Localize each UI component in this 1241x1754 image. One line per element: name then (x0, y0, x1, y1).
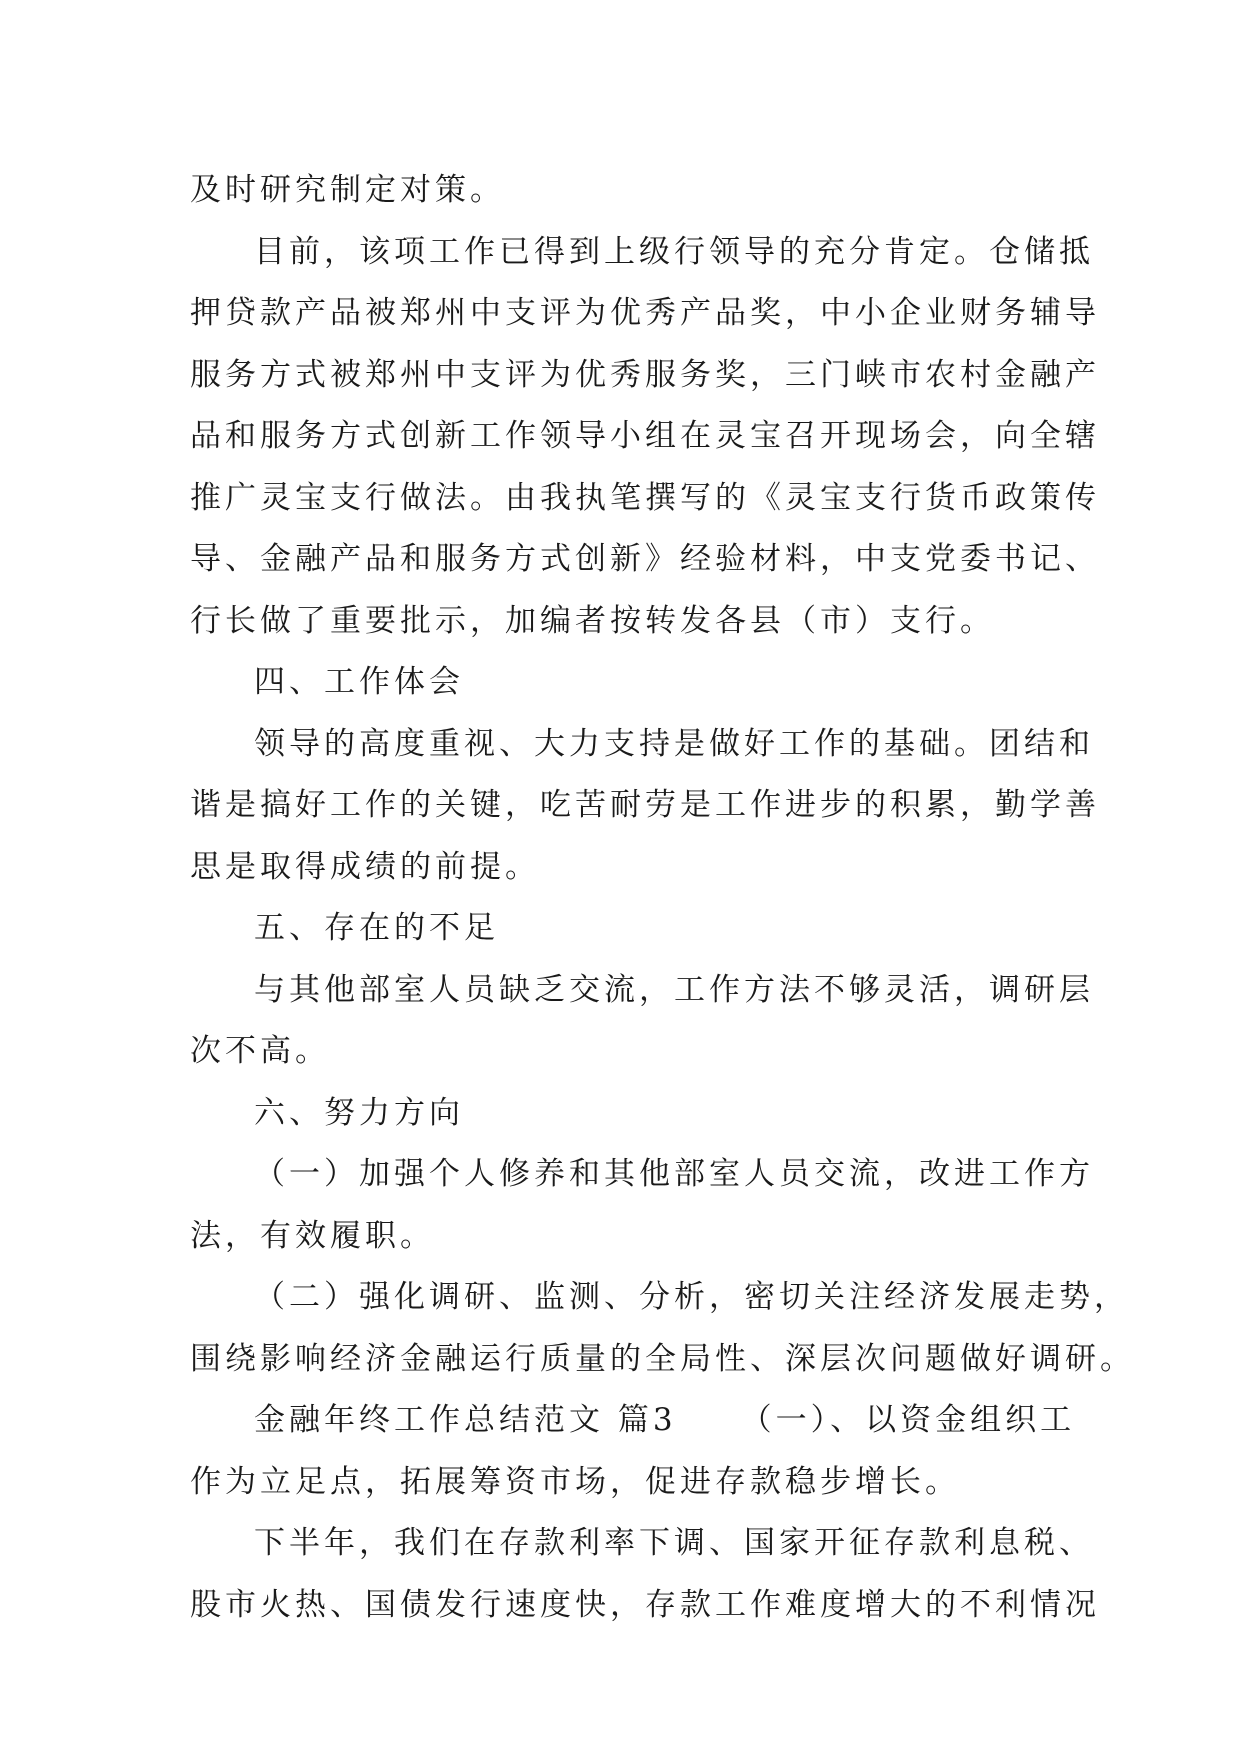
text-line: 品和服务方式创新工作领导小组在灵宝召开现场会，向全辖 (190, 418, 1100, 454)
subsection-heading-start: （一）、以资金组织工 (740, 1402, 1076, 1438)
paragraph-start-line: 与其他部室人员缺乏交流，工作方法不够灵活，调研层 (254, 971, 1094, 1008)
paragraph-start-line: 领导的高度重视、大力支持是做好工作的基础。团结和 (254, 725, 1094, 762)
paragraph-start-line: （一）加强个人修养和其他部室人员交流，改进工作方 (254, 1156, 1094, 1192)
text-line: 次不高。 (190, 1033, 330, 1069)
section-heading-5: 五、存在的不足 (254, 910, 499, 946)
section-heading-6: 六、努力方向 (254, 1094, 464, 1131)
paragraph-start-line: 下半年，我们在存款利率下调、国家开征存款利息税、 (254, 1525, 1094, 1561)
paragraph-start-line: 目前，该项工作已得到上级行领导的充分肯定。仓储抵 (254, 233, 1094, 270)
text-line: 法，有效履职。 (190, 1217, 435, 1254)
section-heading-4: 四、工作体会 (254, 664, 464, 700)
text-line: 作为立足点，拓展筹资市场，促进存款稳步增长。 (190, 1463, 960, 1500)
text-line: 行长做了重要批示，加编者按转发各县（市）支行。 (190, 602, 995, 639)
text-line: 及时研究制定对策。 (190, 172, 505, 208)
paragraph-start-line: （二）强化调研、监测、分析，密切关注经济发展走势， (254, 1279, 1129, 1315)
text-line: 导、金融产品和服务方式创新》经验材料，中支党委书记、 (190, 541, 1100, 577)
article-title: 金融年终工作总结范文 篇3 (254, 1402, 677, 1438)
article-heading-line (190, 1390, 1076, 1452)
document-body (190, 160, 1135, 1636)
text-line: 谐是搞好工作的关键，吃苦耐劳是工作进步的积累，勤学善 (190, 787, 1100, 823)
text-line: 押贷款产品被郑州中支评为优秀产品奖，中小企业财务辅导 (190, 295, 1100, 331)
text-line: 推广灵宝支行做法。由我执笔撰写的《灵宝支行货币政策传 (190, 479, 1100, 516)
text-line: 股市火热、国债发行速度快，存款工作难度增大的不利情况 (190, 1586, 1100, 1623)
text-line: 围绕影响经济金融运行质量的全局性、深层次问题做好调研。 (190, 1340, 1135, 1377)
text-line: 服务方式被郑州中支评为优秀服务奖，三门峡市农村金融产 (190, 356, 1100, 393)
text-line: 思是取得成绩的前提。 (190, 848, 540, 885)
